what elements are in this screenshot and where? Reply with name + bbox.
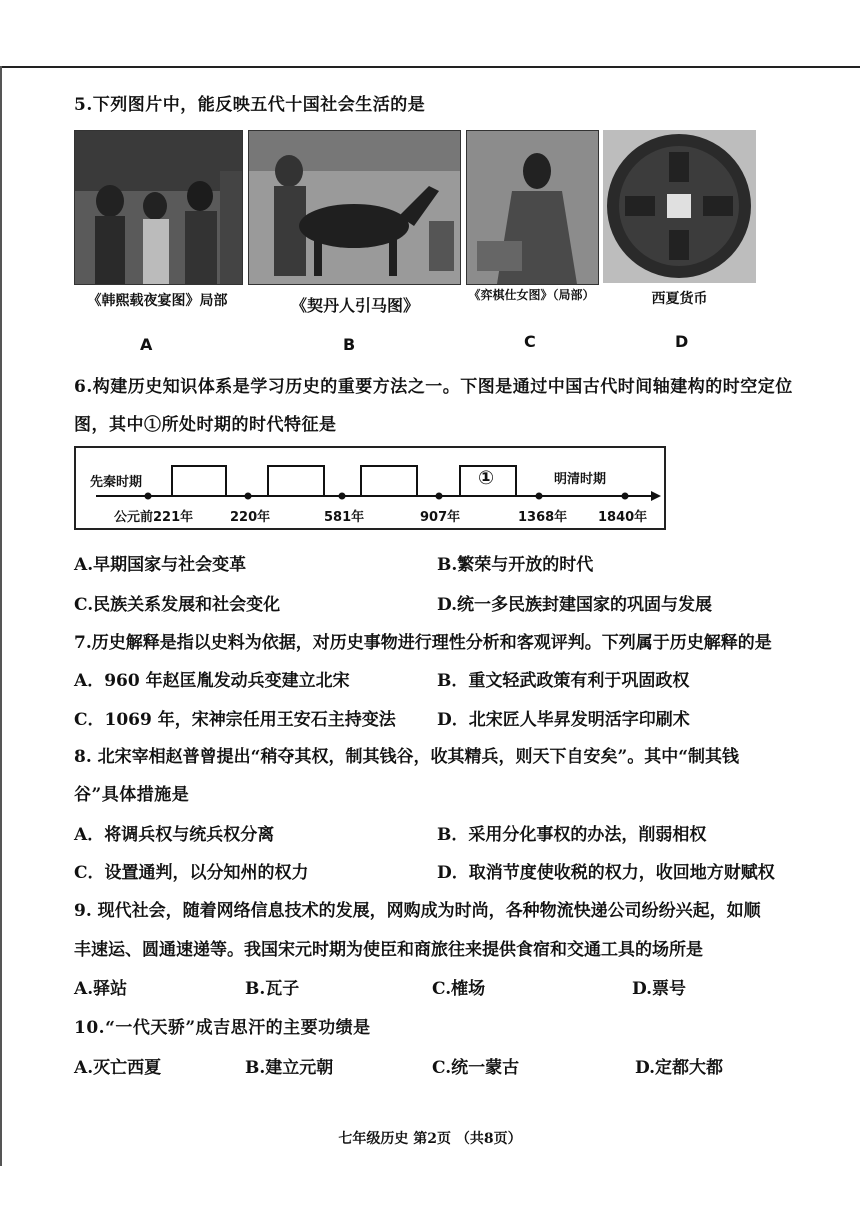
option-letter-d: D [675, 332, 689, 351]
question-10-option-d: D.定都大都 [635, 1058, 724, 1078]
question-8-option-c: C．设置通判，以分知州的权力 [74, 863, 309, 883]
question-7-stem: 7.历史解释是指以史料为依据，对历史事物进行理性分析和客观评判。下列属于历史解释的是 [74, 633, 772, 653]
question-6-stem-line1: 6.构建历史知识体系是学习历史的重要方法之一。下图是通过中国古代时间轴建构的时空定位 [74, 377, 793, 397]
question-9-option-a: A.驿站 [74, 979, 128, 999]
option-letter-a: A [140, 335, 153, 354]
question-8-stem-line1: 8. 北宋宰相赵普曾提出“稍夺其权，制其钱谷，收其精兵，则天下自安矣”。其中“制其钱 [74, 747, 739, 767]
timeline-left-label: 先秦时期 [90, 475, 143, 490]
question-7-option-c: C．1069 年，宋神宗任用王安石主持变法 [74, 710, 396, 730]
question-8-option-a: A．将调兵权与统兵权分离 [74, 825, 275, 845]
question-10-option-b: B.建立元朝 [245, 1058, 334, 1078]
question-6-option-b: B.繁荣与开放的时代 [437, 555, 594, 575]
question-10-option-c: C.统一蒙古 [432, 1058, 520, 1078]
question-8-stem-line2: 谷”具体措施是 [74, 785, 190, 805]
option-letter-b: B [343, 335, 356, 354]
timeline-right-label: 明清时期 [554, 472, 607, 487]
question-8-option-d: D．取消节度使收税的权力，收回地方财赋权 [437, 863, 775, 883]
timeline-tick-label: 581年 [324, 510, 365, 525]
question-9-stem-line1: 9. 现代社会，随着网络信息技术的发展，网购成为时尚，各种物流快递公司纷纷兴起，如顺 [74, 901, 761, 921]
question-8-option-b: B．采用分化事权的办法，削弱相权 [437, 825, 707, 845]
image-caption-c: 《弈棋仕女图》（局部） [468, 288, 595, 302]
page-footer: 七年级历史 第2页 （共8页） [338, 1131, 522, 1147]
question-6-stem-line2: 图，其中①所处时期的时代特征是 [74, 415, 337, 435]
image-caption-d: 西夏货币 [651, 291, 708, 307]
question-9-option-c: C.榷场 [432, 979, 486, 999]
option-letter-c: C [524, 332, 536, 351]
page-border-left [0, 66, 2, 1166]
question-7-option-a: A．960 年赵匡胤发动兵变建立北宋 [74, 671, 350, 691]
timeline-marker-1: ① [478, 467, 495, 489]
page-border-top [0, 66, 860, 68]
question-6-option-a: A.早期国家与社会变革 [74, 555, 247, 575]
image-khitan-horse [248, 130, 461, 285]
question-10-stem: 10.“一代天骄”成吉思汗的主要功绩是 [74, 1018, 371, 1038]
timeline-tick-label: 220年 [230, 510, 271, 525]
image-weiqi-lady [466, 130, 599, 285]
image-caption-a: 《韩熙载夜宴图》局部 [87, 293, 228, 309]
question-6-option-c: C.民族关系发展和社会变化 [74, 595, 281, 615]
timeline-figure [74, 446, 666, 530]
image-night-banquet [74, 130, 243, 285]
question-7-option-b: B．重文轻武政策有利于巩固政权 [437, 671, 690, 691]
question-7-option-d: D．北宋匠人毕昇发明活字印刷术 [437, 710, 690, 730]
question-10-option-a: A.灭亡西夏 [74, 1058, 162, 1078]
question-9-option-d: D.票号 [632, 979, 687, 999]
timeline-tick-label: 公元前221年 [114, 510, 194, 525]
question-9-stem-line2: 丰速运、圆通速递等。我国宋元时期为使臣和商旅往来提供食宿和交通工具的场所是 [74, 940, 703, 960]
timeline-tick-label: 907年 [420, 510, 461, 525]
image-western-xia-coin [603, 130, 756, 283]
question-5-stem: 5.下列图片中，能反映五代十国社会生活的是 [74, 95, 426, 115]
question-9-option-b: B.瓦子 [245, 979, 300, 999]
timeline-tick-label: 1368年 [518, 510, 568, 525]
timeline-tick-label: 1840年 [598, 510, 648, 525]
image-caption-b: 《契丹人引马图》 [290, 296, 419, 315]
question-6-option-d: D.统一多民族封建国家的巩固与发展 [437, 595, 713, 615]
